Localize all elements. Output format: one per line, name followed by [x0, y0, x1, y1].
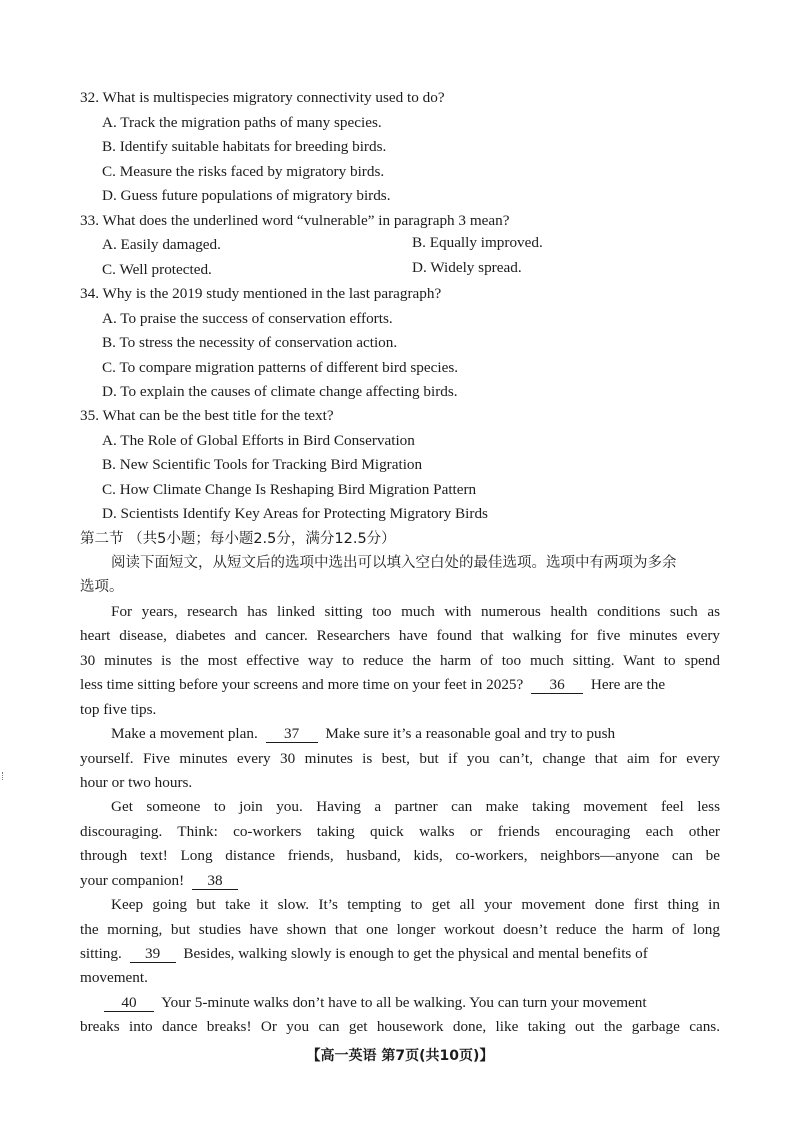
question-32-option-d: D. Guess future populations of migratory birds.	[102, 187, 391, 204]
question-33-option-a: A. Easily damaged.	[102, 236, 221, 253]
passage-p4-line-3-tail: Besides, walking slowly is enough to get the physical and mental benefits of	[183, 945, 648, 962]
question-35-option-a: A. The Role of Global Efforts in Bird Conservation	[102, 432, 415, 449]
passage-p3-line-2: discouraging. Think: co-workers taking quick walks or friends encouraging each other	[80, 823, 720, 840]
margin-mark	[2, 772, 5, 780]
page-footer: 【高一英语 第7页(共10页)】	[306, 1048, 494, 1064]
question-34-option-b: B. To stress the necessity of conservation action.	[102, 334, 398, 351]
passage-p3-line-4-text: your companion!	[80, 872, 185, 889]
question-32-option-b: B. Identify suitable habitats for breeding birds.	[102, 138, 387, 155]
question-33-option-c: C. Well protected.	[102, 261, 212, 278]
question-35-option-b: B. New Scientific Tools for Tracking Bird Migration	[102, 456, 423, 473]
passage-p4-line-1: Keep going but take it slow. It’s tempting to get all your movement done first thing in	[111, 896, 720, 913]
passage-p2-line-1-tail: Make sure it’s a reasonable goal and try to push	[325, 725, 616, 742]
question-34-option-a: A. To praise the success of conservation efforts.	[102, 310, 393, 327]
question-34-stem: 34. Why is the 2019 study mentioned in the last paragraph?	[80, 285, 442, 302]
blank-37: 37	[266, 725, 318, 743]
blank-40: 40	[104, 994, 154, 1012]
passage-p2-line-3: hour or two hours.	[80, 774, 193, 791]
passage-p4-line-4: movement.	[80, 969, 148, 986]
question-33-stem: 33. What does the underlined word “vulnerable” in paragraph 3 mean?	[80, 212, 510, 229]
blank-38: 38	[192, 872, 238, 890]
passage-p2-line-1	[111, 724, 615, 744]
passage-p3-line-3: through text! Long distance friends, husband, kids, co-workers, neighbors—anyone can be	[80, 847, 720, 864]
passage-p1-line-4-tail: Here are the	[590, 676, 666, 693]
section-instruction-line-1: 阅读下面短文，从短文后的选项中选出可以填入空白处的最佳选项。选项中有两项为多余	[111, 555, 677, 571]
passage-p5-line-1-text: Your 5-minute walks don’t have to all be walking. You can turn your movement	[161, 994, 647, 1011]
passage-p1-line-1: For years, research has linked sitting too much with numerous health conditions such as	[111, 603, 720, 620]
passage-p1-line-5: top five tips.	[80, 701, 157, 718]
question-35-stem: 35. What can be the best title for the text?	[80, 407, 334, 424]
blank-36: 36	[531, 676, 583, 694]
question-32-option-c: C. Measure the risks faced by migratory birds.	[102, 163, 385, 180]
section-heading: 第二节 （共5小题；每小题2.5分，满分12.5分）	[80, 531, 396, 547]
question-32-stem: 32. What is multispecies migratory connectivity used to do?	[80, 89, 445, 106]
passage-p5-line-2: breaks into dance breaks! Or you can get housework done, like taking out the garbage cans.	[80, 1018, 720, 1035]
passage-p1-line-4-text: less time sitting before your screens and more time on your feet in 2025?	[80, 676, 524, 693]
passage-p4-line-2: the morning, but studies have shown that one longer workout doesn’t reduce the harm of long	[80, 921, 720, 938]
blank-39: 39	[130, 945, 176, 963]
passage-p4-line-3	[80, 944, 648, 964]
question-35-option-c: C. How Climate Change Is Reshaping Bird Migration Pattern	[102, 481, 477, 498]
question-34-option-c: C. To compare migration patterns of different bird species.	[102, 359, 459, 376]
question-33-option-d: D. Widely spread.	[412, 259, 522, 276]
section-instruction-line-2: 选项。	[80, 579, 124, 595]
question-32-option-a: A. Track the migration paths of many species.	[102, 114, 382, 131]
question-35-option-d: D. Scientists Identify Key Areas for Protecting Migratory Birds	[102, 505, 488, 522]
passage-p3-line-1: Get someone to join you. Having a partner can make taking movement feel less	[111, 798, 720, 815]
question-33-option-b: B. Equally improved.	[412, 234, 543, 251]
question-34-option-d: D. To explain the causes of climate change affecting birds.	[102, 383, 458, 400]
passage-p2-line-2: yourself. Five minutes every 30 minutes is best, but if you can’t, change that aim for every	[80, 750, 720, 767]
passage-p2-line-1-text: Make a movement plan.	[111, 725, 258, 742]
passage-p1-line-4	[80, 675, 665, 695]
passage-p5-line-1	[104, 993, 647, 1013]
passage-p4-line-3-text: sitting.	[80, 945, 122, 962]
passage-p3-line-4	[80, 871, 242, 891]
passage-p1-line-3: 30 minutes is the most effective way to reduce the harm of too much sitting. Want to spend	[80, 652, 720, 669]
passage-p1-line-2: heart disease, diabetes and cancer. Researchers have found that walking for five minutes every	[80, 627, 720, 644]
